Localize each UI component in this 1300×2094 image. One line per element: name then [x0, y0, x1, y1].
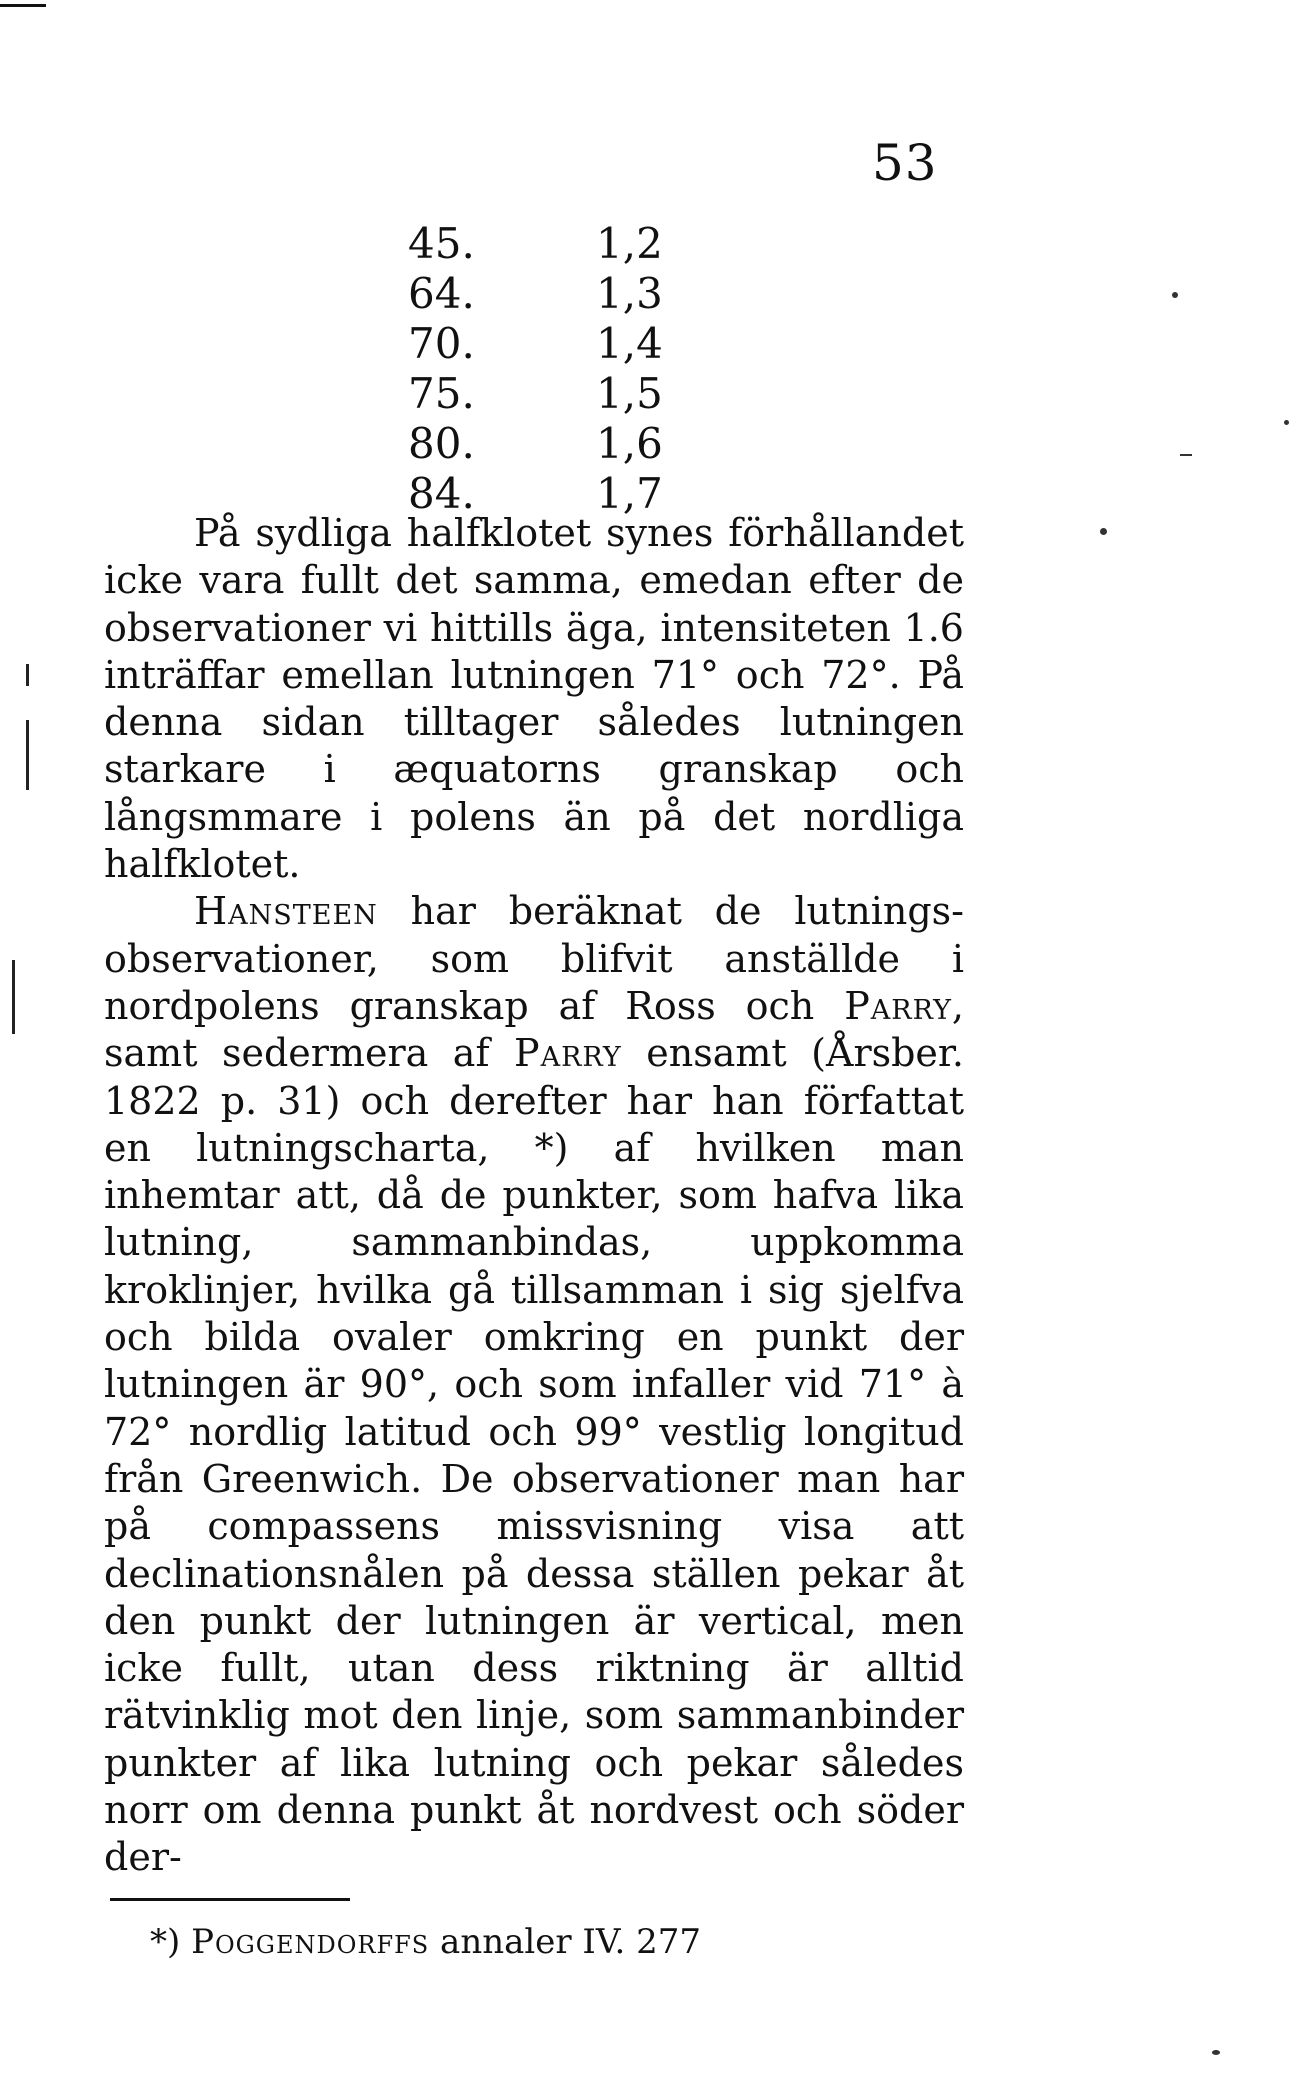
body-text — [104, 510, 964, 1882]
table-row — [408, 368, 748, 418]
paragraph-southern-hemisphere: På sydliga halfklotet synes förhållandet icke vara fullt det samma, emedan efter de observationer vi hittills äga, intensiteten 1.6 inträffar emellan lutningen 71° och 72°. På denna sidan tilltager således lutningen starkare i æquatorns granskap och långsmmare i polens än på det nordliga halfklotet. — [104, 511, 964, 887]
print-speck — [1172, 292, 1178, 298]
table-row — [408, 418, 748, 468]
author-name-parry: Parry — [514, 1031, 622, 1076]
top-edge-rule — [0, 4, 46, 7]
table-row — [408, 268, 748, 318]
paragraph-hansteen — [104, 888, 964, 1881]
footnote-text: annaler IV. 277 — [429, 1922, 701, 1962]
paragraph-text: , samt sedermera af — [104, 983, 964, 1076]
table-latitude: 64. — [408, 268, 475, 318]
table-latitude: 45. — [408, 218, 475, 268]
table-latitude: 70. — [408, 318, 475, 368]
print-speck — [1180, 454, 1192, 456]
table-value: 1,2 — [596, 218, 663, 268]
table-value: 1,7 — [596, 468, 663, 518]
table-value: 1,5 — [596, 368, 663, 418]
intensity-table — [408, 218, 748, 518]
margin-mark — [12, 960, 15, 1034]
author-name-hansteen: Hansteen — [194, 889, 378, 934]
table-value: 1,6 — [596, 418, 663, 468]
footnote-marker: *) — [150, 1922, 181, 1962]
table-latitude: 80. — [408, 418, 475, 468]
table-row — [408, 218, 748, 268]
margin-mark — [26, 664, 29, 686]
table-latitude: 84. — [408, 468, 475, 518]
paragraph-text: har beräknat de lutnings-observationer, som blifvit anställde i nordpolens granskap af Ross och — [104, 889, 964, 1028]
table-row — [408, 318, 748, 368]
footnote — [150, 1922, 701, 1963]
paragraph-text: ensamt (Årsber. 1822 p. 31) och derefter har han författat en lutningscharta, *) af hvilken man inhemtar att, då de punkter, som hafva lika lutning, sammanbindas, uppkomma kroklinjer, hvilka gå tillsamman i sig sjelfva och bilda ovaler omkring en punkt der lutningen är 90°, och som infaller vid 71° à 72° nordlig latitud och 99° vestlig longitud från Greenwich. De observationer man har på compassens missvisning visa att declinationsnålen på dessa ställen pekar åt den punkt der lutningen är vertical, men icke fullt, utan dess riktning är alltid rätvinklig mot den linje, som sammanbinder punkter af lika lutning och pekar således norr om denna punkt åt nordvest och söder der- — [104, 1031, 964, 1880]
author-name-parry: Parry — [844, 983, 952, 1028]
page-number: 53 — [872, 134, 938, 192]
table-latitude: 75. — [408, 368, 475, 418]
margin-mark — [26, 720, 29, 790]
footnote-separator — [110, 1898, 350, 1901]
print-speck — [1100, 528, 1107, 535]
print-speck — [1212, 2050, 1220, 2055]
print-speck — [1284, 420, 1289, 425]
table-value: 1,3 — [596, 268, 663, 318]
footnote-author: Poggendorffs — [191, 1922, 430, 1962]
table-value: 1,4 — [596, 318, 663, 368]
